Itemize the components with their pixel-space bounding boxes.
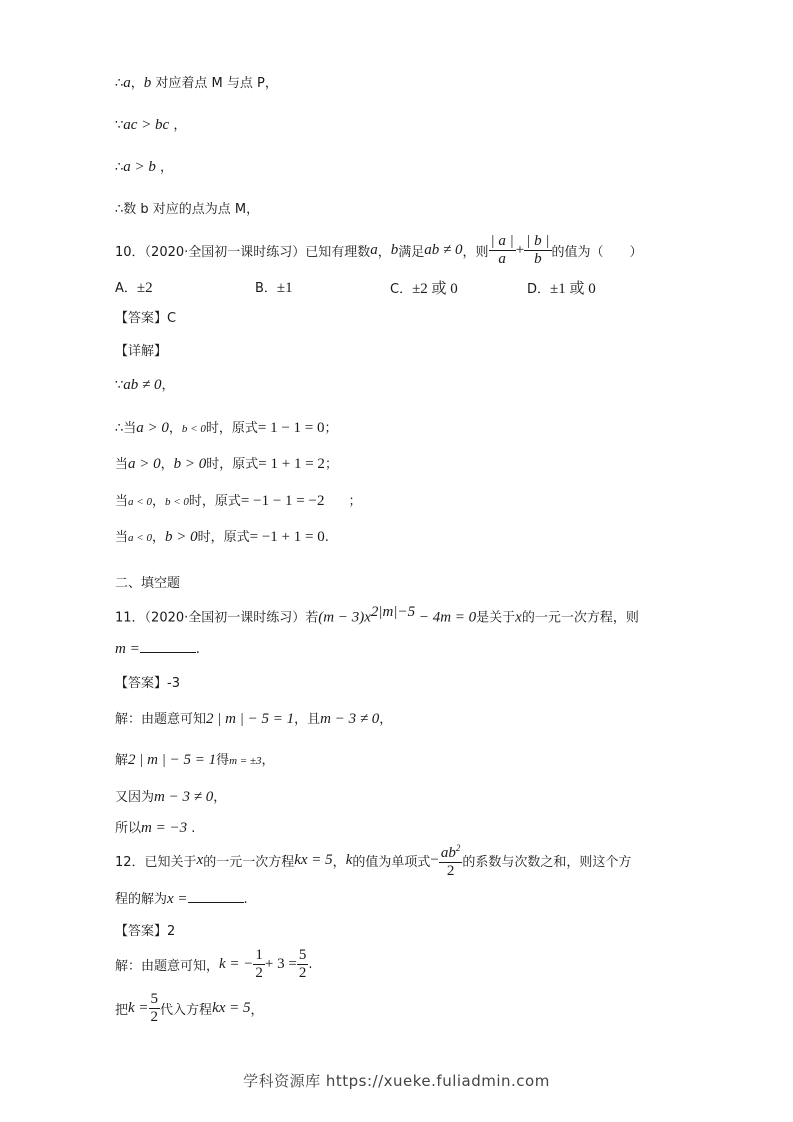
section-title-fill-blank: 二、填空题 (115, 576, 181, 591)
fraction-one-half (253, 947, 265, 982)
text: 得 (216, 753, 230, 768)
q11-step-1 (115, 708, 392, 728)
denominator: 2 (298, 964, 307, 981)
comma: ， (130, 76, 144, 91)
math-expr: 2 | m | − 5 = 1 (206, 711, 295, 727)
math-expr: x = (167, 891, 188, 907)
text: ， (161, 378, 175, 393)
text: ，且 (294, 712, 321, 727)
math-expr: b > 0 (173, 456, 207, 472)
denominator: 2 (150, 1008, 159, 1025)
q10-step-1 (115, 374, 175, 394)
answer-value: 2 (167, 924, 176, 939)
text: . (187, 821, 196, 836)
text: 当 (115, 494, 129, 509)
q10-options (115, 277, 675, 297)
fraction-abs-a (489, 233, 516, 268)
line-therefore-a-b (115, 156, 173, 176)
q11-step-4 (115, 817, 195, 837)
option-label: B． (255, 281, 277, 296)
math-expr: m = −3 (141, 820, 188, 836)
text: 所以 (115, 821, 142, 836)
exponent: 2|m|−5 (370, 604, 416, 620)
math-expr: m − 3 ≠ 0 (154, 789, 214, 805)
var-a: a (123, 75, 131, 91)
answer-label: 【答案】 (115, 311, 168, 326)
math-expr: = 1 − 1 = 0 (257, 420, 325, 436)
text: ， (169, 118, 187, 133)
var-x: x (196, 851, 204, 868)
math-expr: ac > bc (123, 117, 170, 133)
q12-step-1 (115, 946, 312, 982)
fraction-five-halves (149, 991, 161, 1026)
text: 当 (115, 530, 129, 545)
q10-answer (115, 307, 176, 326)
q10-step-2 (115, 417, 338, 437)
math-expr: a > 0 (128, 456, 161, 472)
text: 时，原式 (188, 494, 241, 509)
denominator: a (498, 250, 506, 267)
q10-stem-text: 10．（2020·全国初一课时练习）已知有理数 (115, 244, 371, 260)
monomial-fraction (439, 840, 463, 880)
denominator: 2 (446, 863, 455, 879)
line-therefore-ab (115, 72, 278, 92)
condition-expr: ab ≠ 0 (424, 241, 463, 258)
answer-blank (140, 640, 196, 653)
option-value: ±2 (136, 280, 153, 296)
line-because-ac-bc (115, 114, 186, 134)
text: ， (151, 530, 165, 545)
text: ， (151, 494, 165, 509)
math-expr: m − 3 ≠ 0 (320, 711, 380, 727)
text: 是关于 (476, 610, 516, 626)
text: 当 (115, 457, 129, 472)
math-expr: m = (115, 641, 140, 657)
line-point-m: ∴数 b 对应的点为点 M， (115, 202, 260, 217)
text: . (308, 956, 313, 972)
answer-blank (188, 890, 244, 903)
therefore-symbol: ∴ (115, 160, 124, 175)
numerator: 5 (298, 946, 307, 963)
math-expr: k = − (219, 955, 254, 972)
math-expr: a > 0 (136, 420, 169, 436)
text: . (195, 642, 200, 657)
text: 程的解为 (115, 892, 168, 907)
text: 的值为（ ） (551, 244, 643, 260)
numerator (439, 840, 463, 863)
numerator: | b | (526, 232, 550, 249)
text: 的一元一次方程，则 (521, 610, 639, 626)
denominator: b (534, 250, 542, 267)
math-expr: b < 0 (181, 423, 206, 435)
text: 又因为 (115, 790, 155, 805)
math-expr: b < 0 (164, 496, 189, 508)
text: ，则 (462, 244, 489, 260)
text: ， (332, 854, 346, 870)
math-expr: = −1 − 1 = −2 (240, 493, 325, 509)
numerator: 1 (255, 946, 263, 963)
because-symbol: ∵ (115, 378, 124, 393)
answer-value: C (167, 311, 177, 326)
text: 的值为单项式 (352, 854, 431, 870)
math-expr: = −1 + 1 = 0 (249, 529, 325, 545)
numerator-base: ab (440, 845, 456, 861)
var-x: x (515, 609, 522, 626)
option-label: C． (390, 282, 413, 297)
text: ， (261, 753, 275, 768)
math-expr: (m − 3)x (318, 609, 371, 626)
q10-step-3 (115, 453, 338, 473)
var-a: a (370, 241, 378, 258)
answer-value: -3 (167, 676, 180, 691)
math-expr: b > 0 (164, 529, 198, 545)
math-expr: kx = 5 (212, 999, 251, 1016)
q10-detail-label: 【详解】 (115, 344, 168, 359)
math-expr: ab ≠ 0 (123, 377, 162, 393)
text: ； (324, 457, 338, 472)
q12-step-2 (115, 990, 264, 1026)
var-b: b (390, 241, 399, 258)
text: 时，原式 (206, 457, 259, 472)
text: 的一元一次方程 (203, 854, 295, 870)
math-expr: = 1 + 1 = 2 (258, 456, 325, 472)
var-k: k (345, 851, 353, 868)
math-expr: k = (128, 999, 149, 1016)
text: ， (155, 160, 174, 175)
math-expr: + 3 = (264, 955, 297, 972)
text: 解 (115, 753, 129, 768)
q10-stem (115, 232, 643, 268)
option-label: D． (527, 282, 551, 297)
q11-step-3 (115, 786, 226, 806)
plus-sign: + (515, 241, 525, 258)
math-expr: a < 0 (128, 496, 152, 508)
text: 解：由题意可知， (115, 958, 220, 974)
q12-stem-text: 12．已知关于 (115, 854, 197, 870)
answer-label: 【答案】 (115, 924, 168, 939)
text: ， (168, 421, 182, 436)
text: 的系数与次数之和，则这个方 (462, 854, 632, 870)
math-expr: − 4m = 0 (415, 609, 477, 626)
text: 把 (115, 1002, 129, 1018)
footer-source: 学科资源库 https://xueke.fuliadmin.com (243, 1072, 550, 1090)
q10-step-5 (115, 526, 329, 546)
text: ∴当 (115, 421, 137, 436)
option-label: A． (115, 281, 137, 296)
text: 时，原式 (197, 530, 250, 545)
q11-step-2 (115, 749, 275, 769)
numerator: 5 (150, 990, 159, 1007)
option-a (115, 277, 153, 297)
minus-sign: − (430, 851, 439, 868)
text: ， (213, 790, 227, 805)
q11-answer (115, 672, 180, 691)
text: 满足 (398, 244, 425, 260)
therefore-symbol: ∴ (115, 76, 124, 91)
because-symbol: ∵ (115, 118, 124, 133)
text: 代入方程 (160, 1002, 213, 1018)
q11-blank-line (115, 640, 200, 658)
var-b: b (143, 75, 152, 91)
fraction-abs-b (524, 233, 551, 268)
option-value: ±1 或 0 (550, 281, 596, 297)
text: 对应着点 M 与点 P， (151, 76, 278, 91)
option-b (255, 277, 293, 297)
math-expr: m = ±3 (229, 755, 262, 767)
math-expr: kx = 5 (294, 851, 333, 868)
q12-stem (115, 842, 631, 878)
q12-answer (115, 920, 175, 939)
q12-blank-line (115, 888, 248, 908)
fraction-five-halves (297, 947, 309, 982)
text: ， (250, 1002, 264, 1018)
text: . (243, 892, 248, 907)
text: . (324, 530, 329, 545)
q11-stem-text: 11．（2020·全国初一课时练习）若 (115, 610, 319, 626)
text: ； (324, 421, 338, 436)
numerator: | a | (490, 232, 514, 249)
text: 解：由题意可知 (115, 712, 207, 727)
math-expr: a < 0 (128, 532, 152, 544)
q11-stem (115, 604, 639, 626)
option-d (527, 277, 596, 298)
text: 时，原式 (205, 421, 258, 436)
option-value: ±2 或 0 (412, 281, 458, 297)
q10-step-4 (115, 490, 362, 510)
math-expr: 2 | m | − 5 = 1 (128, 752, 217, 768)
option-value: ±1 (276, 280, 293, 296)
text: ， (160, 457, 174, 472)
math-expr: a > b (123, 159, 156, 175)
text: ， (379, 712, 393, 727)
comma: ， (377, 244, 391, 260)
text: ； (348, 494, 362, 509)
exponent: 2 (455, 843, 461, 853)
denominator: 2 (255, 964, 263, 981)
option-c (390, 277, 458, 298)
answer-label: 【答案】 (115, 676, 168, 691)
